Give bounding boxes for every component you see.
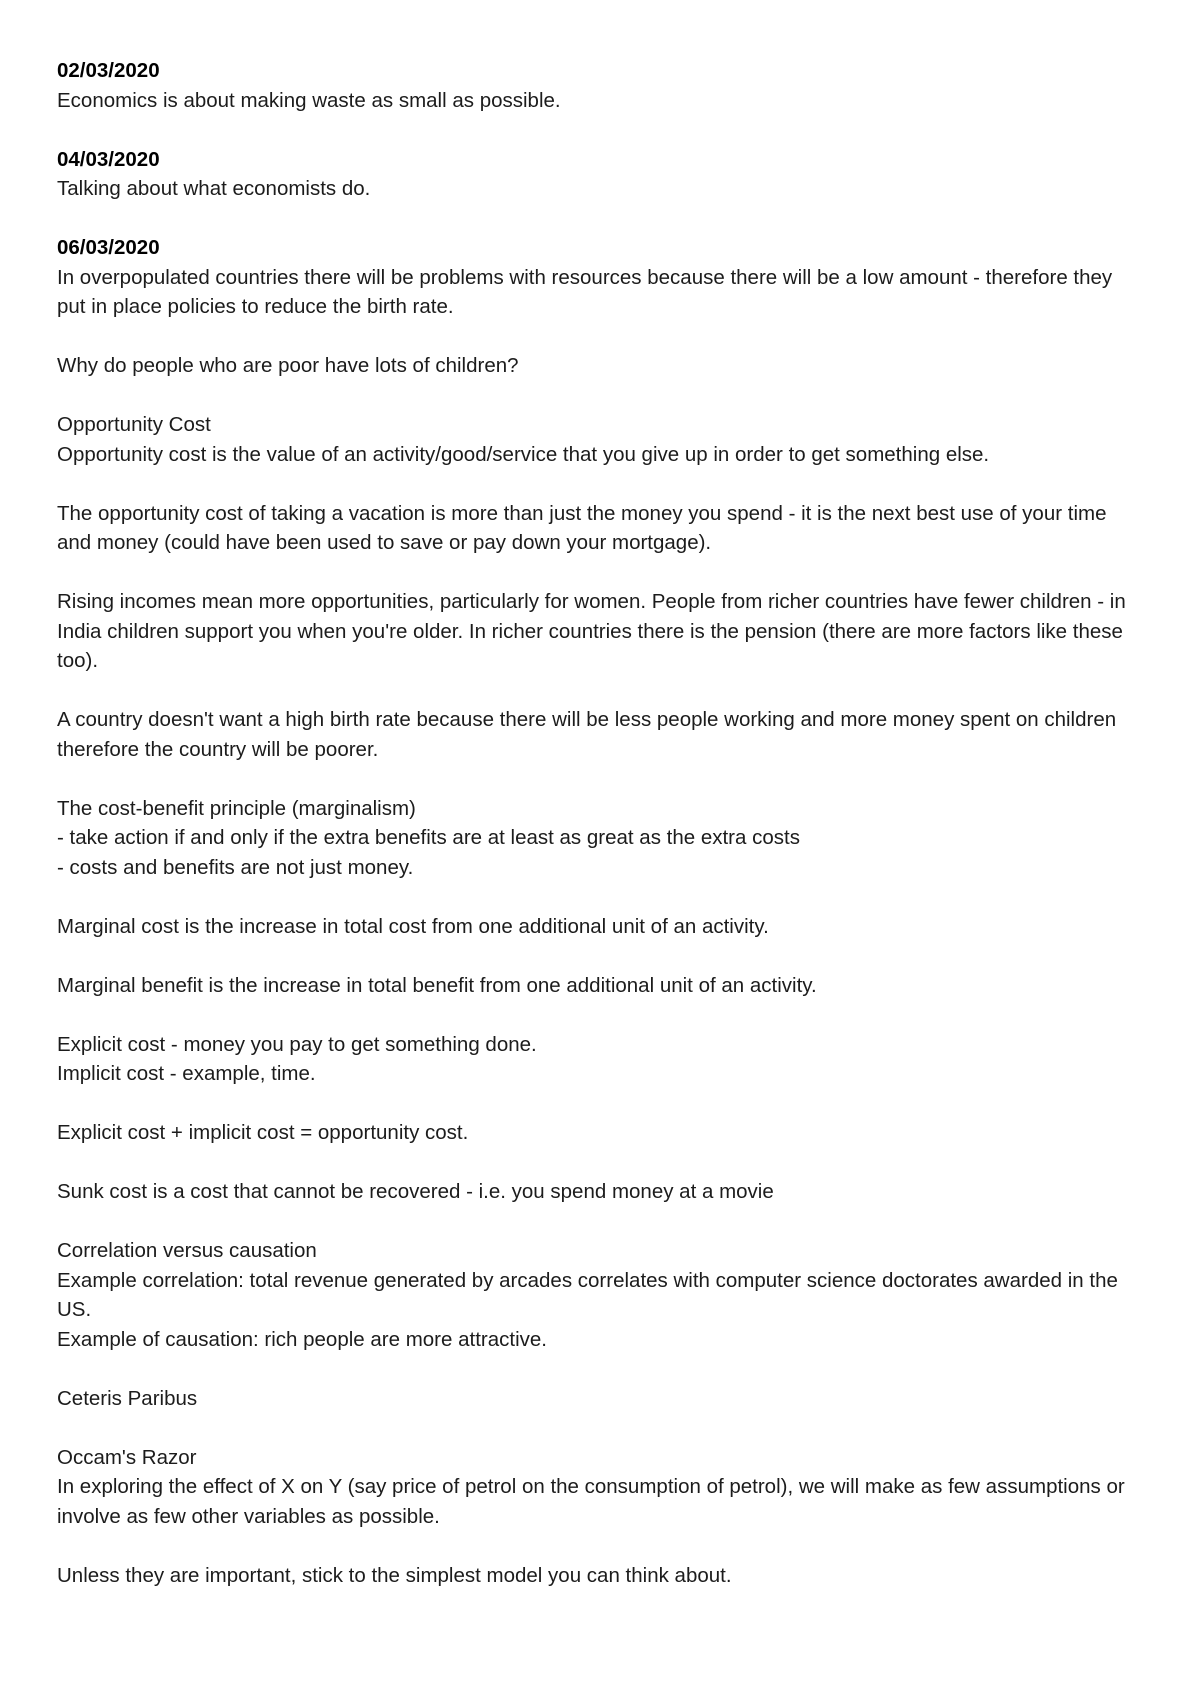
paragraph-gap [57, 882, 1137, 912]
birth-rate-paragraph: A country doesn't want a high birth rate because there will be less people working and more money spent on children therefore the country will be poorer. [57, 708, 1117, 761]
cost-equation: Explicit cost + implicit cost = opportunity cost. [57, 1121, 469, 1144]
entry-text: In overpopulated countries there will be problems with resources because there will be a low amount - therefore they put in place policies to reduce the birth rate. [57, 265, 1113, 318]
paragraph-gap [57, 676, 1137, 706]
opportunity-cost-definition: Opportunity cost is the value of an activity/good/service that you give up in order to get something else. [57, 442, 990, 466]
paragraph-gap [57, 469, 1137, 499]
marginal-cost-definition: Marginal cost is the increase in total cost from one additional unit of an activity. [57, 914, 769, 938]
cost-benefit-heading: The cost-benefit principle (marginalism) [57, 796, 416, 820]
entry-date: 04/03/2020 [57, 147, 160, 171]
paragraph-gap [57, 764, 1137, 794]
entry-date: 06/03/2020 [57, 236, 160, 259]
paragraph-gap [57, 1000, 1137, 1030]
cost-benefit-point: - take action if and only if the extra benefits are at least as great as the extra costs [57, 826, 800, 849]
opportunity-cost-heading: Opportunity Cost [57, 413, 211, 436]
sunk-cost-definition: Sunk cost is a cost that cannot be recovered - i.e. you spend money at a movie [57, 1180, 774, 1203]
notes-body [57, 56, 1137, 1590]
entry-text: Economics is about making waste as small as possible. [57, 88, 561, 112]
paragraph-gap [57, 941, 1137, 971]
paragraph-gap [57, 1089, 1137, 1119]
paragraph-gap [57, 1531, 1137, 1561]
paragraph-gap [57, 1207, 1137, 1237]
correlation-example: Example correlation: total revenue generated by arcades correlates with computer science doctorates awarded in the US. [57, 1268, 1118, 1321]
occams-razor-heading: Occam's Razor [57, 1445, 197, 1469]
paragraph-gap [57, 558, 1137, 588]
cost-benefit-point: - costs and benefits are not just money. [57, 855, 414, 879]
causation-example: Example of causation: rich people are more attractive. [57, 1327, 547, 1351]
entry-date: 02/03/2020 [57, 59, 160, 82]
simplest-model-note: Unless they are important, stick to the simplest model you can think about. [57, 1563, 732, 1587]
occams-razor-definition: In exploring the effect of X on Y (say price of petrol on the consumption of petrol), we will make as few assumptions or involve as few other variables as possible. [57, 1475, 1125, 1528]
paragraph-gap [57, 1413, 1137, 1443]
marginal-benefit-definition: Marginal benefit is the increase in total benefit from one additional unit of an activity. [57, 973, 817, 997]
paragraph-gap [57, 322, 1137, 352]
rising-incomes-paragraph: Rising incomes mean more opportunities, particularly for women. People from richer countries have fewer children - in India children support you when you're older. In richer countries there is the pension (there are more factors like these too). [57, 590, 1126, 672]
explicit-cost-definition: Explicit cost - money you pay to get something done. [57, 1032, 537, 1056]
ceteris-paribus-heading: Ceteris Paribus [57, 1386, 198, 1410]
vacation-example: The opportunity cost of taking a vacation is more than just the money you spend - it is the next best use of your time and money (could have been used to save or pay down your mortgage). [57, 501, 1107, 554]
paragraph-gap [57, 381, 1137, 411]
correlation-heading: Correlation versus causation [57, 1239, 317, 1262]
entry-text: Talking about what economists do. [57, 177, 371, 200]
poor-children-question: Why do people who are poor have lots of children? [57, 354, 519, 377]
paragraph-gap [57, 204, 1137, 234]
paragraph-gap [57, 1148, 1137, 1178]
paragraph-gap [57, 115, 1137, 145]
implicit-cost-definition: Implicit cost - example, time. [57, 1062, 316, 1085]
paragraph-gap [57, 1354, 1137, 1384]
